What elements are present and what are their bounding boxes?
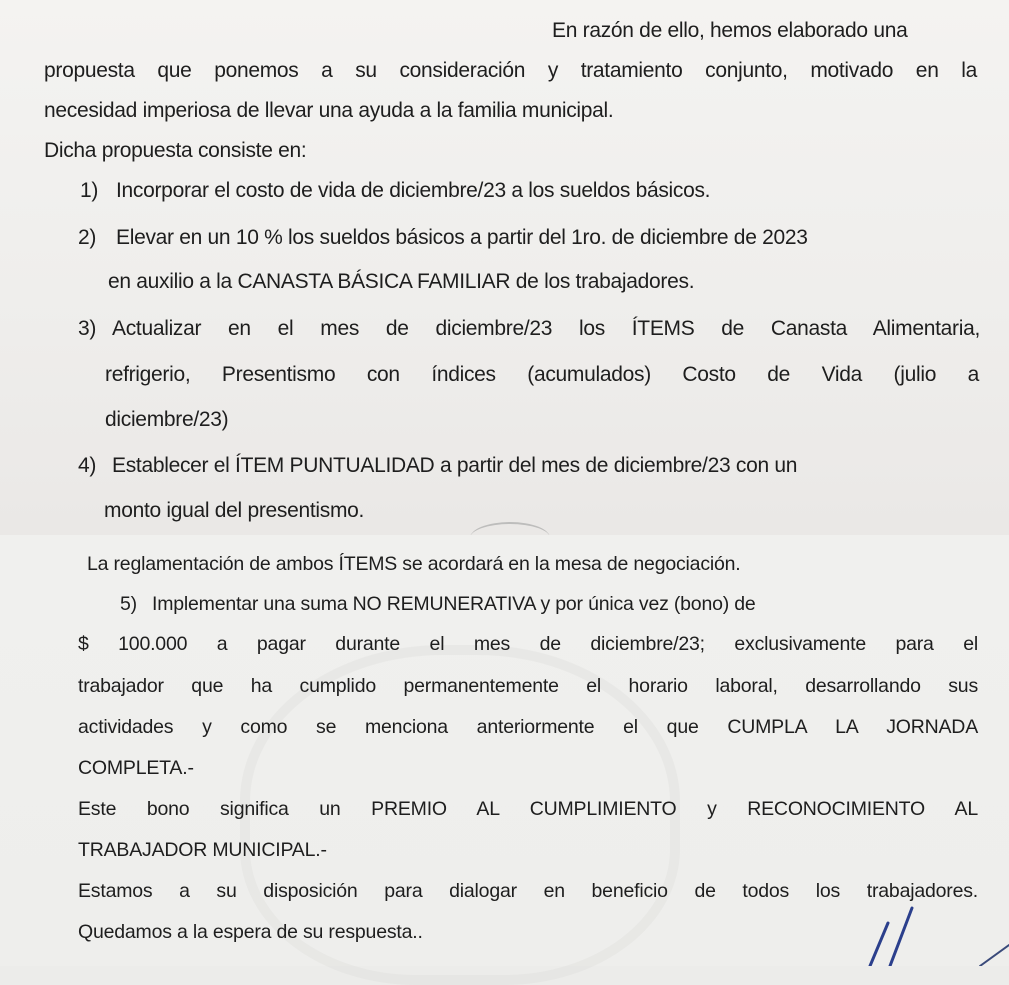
list-item-text: Incorporar el costo de vida de diciembre/23 a los sueldos básicos.	[116, 179, 711, 202]
list-item-number: 2)	[78, 226, 97, 249]
list-item-text: en auxilio a la CANASTA BÁSICA FAMILIAR de los trabajadores.	[108, 270, 695, 293]
paragraph-line: Quedamos a la espera de su respuesta..	[78, 921, 423, 943]
intro-line-2: propuesta que ponemos a su consideración y tratamiento conjunto, motivado en la	[44, 59, 977, 82]
paragraph-line: Este bono significa un PREMIO AL CUMPLIMIENTO y RECONOCIMIENTO AL	[78, 798, 978, 820]
document-page-bottom	[0, 535, 1009, 966]
list-item-text: Implementar una suma NO REMUNERATIVA y por única vez (bono) de	[152, 593, 756, 615]
regulation-note: La reglamentación de ambos ÍTEMS se acordará en la mesa de negociación.	[87, 553, 741, 575]
list-item-number: 3)	[78, 317, 97, 340]
list-item-text: monto igual del presentismo.	[104, 499, 365, 522]
intro-line-1: En razón de ello, hemos elaborado una	[552, 19, 908, 42]
list-item-text: diciembre/23)	[105, 408, 229, 431]
paragraph-line: Estamos a su disposición para dialogar en beneficio de todos los trabajadores.	[78, 880, 978, 902]
paragraph-line: TRABAJADOR MUNICIPAL.-	[78, 839, 327, 861]
intro-line-3: necesidad imperiosa de llevar una ayuda a la familia municipal.	[44, 99, 614, 122]
proposal-heading: Dicha propuesta consiste en:	[44, 139, 307, 162]
list-item-text: actividades y como se menciona anteriormente el que CUMPLA LA JORNADA	[78, 716, 978, 738]
list-item-text: Establecer el ÍTEM PUNTUALIDAD a partir del mes de diciembre/23 con un	[112, 454, 798, 477]
signature-strokes-icon	[860, 905, 1009, 966]
list-item-text: Actualizar en el mes de diciembre/23 los ÍTEMS de Canasta Alimentaria,	[112, 317, 980, 340]
list-item-number: 5)	[120, 593, 137, 615]
list-item-text: $ 100.000 a pagar durante el mes de diciembre/23; exclusivamente para el	[78, 633, 978, 655]
list-item-text: COMPLETA.-	[78, 757, 194, 779]
list-item-text: refrigerio, Presentismo con índices (acumulados) Costo de Vida (julio a	[105, 363, 979, 386]
list-item-text: trabajador que ha cumplido permanentemente el horario laboral, desarrollando sus	[78, 675, 978, 697]
list-item-number: 1)	[80, 179, 99, 202]
list-item-text: Elevar en un 10 % los sueldos básicos a partir del 1ro. de diciembre de 2023	[116, 226, 808, 249]
list-item-number: 4)	[78, 454, 97, 477]
